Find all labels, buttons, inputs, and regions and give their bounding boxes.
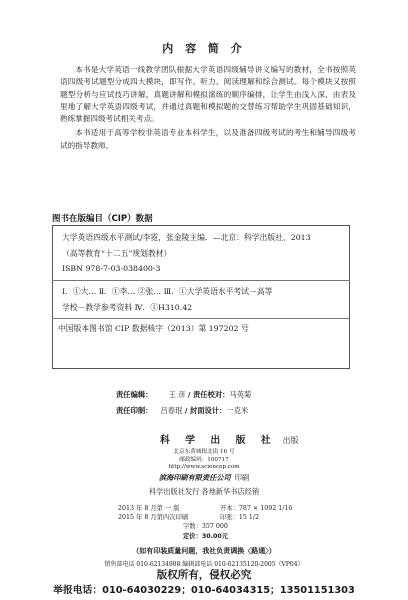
intro-body <box>60 64 356 152</box>
printer-name: 滨海印刷有限责任公司 <box>158 473 231 482</box>
publisher-address: 北京东黄城根北街 16 号 <box>173 449 235 455</box>
cip-line-classification-1: Ⅰ．①大… Ⅱ．①李… ②张… Ⅲ．①大学英语水平考试－高等 <box>62 287 273 296</box>
cip-divider <box>52 280 350 281</box>
cip-line-series: （高等教育“十二五”规划教材） <box>62 249 172 258</box>
print-name: 吕春珉 <box>160 406 183 415</box>
rights-notice: 版权所有，侵权必究 <box>156 569 252 581</box>
publisher-logo-text: 科 学 出 版 社 <box>160 435 277 446</box>
publisher-name <box>160 432 299 446</box>
sales-phone-line: 销售部电话 010-62134988 编辑部电话 010-62135120-2005（VP04） <box>104 561 304 568</box>
book-format: 开本：787 × 1092 1/16 <box>220 505 293 512</box>
credits-editor-row <box>116 390 251 400</box>
printer-line <box>0 473 408 483</box>
cover-name: 一克米 <box>226 406 249 415</box>
publisher-postcode: 邮政编码：100717 <box>179 457 229 463</box>
cip-heading: 图书在版编目（CIP）数据 <box>52 214 153 224</box>
intro-paragraph-2: 本书适用于高等学校非英语专业本科学生，以及准备四级考试的考生和辅导四级考试的指导教师。 <box>60 128 356 150</box>
defect-note: （如有印装质量问题，我社负责调换〈路通〉） <box>132 547 276 555</box>
proof-label: / 责任校对： <box>187 390 230 399</box>
cip-line-title: 大学英语四级水平测试/李霓，张金陵主编．—北京：科学出版社，2013 <box>62 233 311 242</box>
cip-box <box>52 225 350 369</box>
cover-label: / 封面设计： <box>184 406 227 415</box>
edition-date: 2013 年 8 月第 一 版 <box>118 505 180 512</box>
printer-suffix: 印刷 <box>234 473 250 482</box>
cip-library-line: 中国版本图书馆 CIP 数据核字（2013）第 197202 号 <box>58 324 249 333</box>
cip-line-isbn: ISBN 978-7-03-038400-3 <box>62 264 161 273</box>
cip-divider-2 <box>52 318 350 319</box>
intro-title: 内 容 简 介 <box>162 42 246 55</box>
printing-date: 2015 年 8 月第四次印刷 <box>118 514 189 521</box>
distribution-line: 科学出版社发行 各地新华书店经销 <box>148 487 260 496</box>
editor-label: 责任编辑： <box>116 390 153 399</box>
intro-paragraph-1: 本书是大学英语一线教学团队根据大学英语四级辅导讲义编写的教材，全书按照英语四级考试题型分成四大模块，即写作、听力、阅读理解和综合测试。每个模块又按照题型分析与应试技巧讲解，真题讲解和模拟演练的顺序编排，让学生由浅入深、由表及里地了解大学英语四级考试，并通过真题和模拟题的交替练习帮助学生巩固基础知识，熟练掌握四级考试相关考点。 <box>60 65 356 124</box>
printed-sheets: 印张：15 1/2 <box>220 514 260 521</box>
report-hotline: 举报电话：010-64030229；010-64034315；13501151303 <box>53 585 355 596</box>
price: 定价：30.00元 <box>183 533 229 540</box>
publisher-website: http://www.sciencep.com <box>168 464 240 470</box>
proof-name: 马英菊 <box>229 390 252 399</box>
cip-line-classification-2: 学校－教学参考资料 Ⅳ．①H310.42 <box>62 303 193 312</box>
word-count: 字数：357 000 <box>183 523 228 530</box>
credits-print-row <box>116 406 248 416</box>
editor-name: 王 彦 <box>168 390 186 399</box>
publisher-suffix: 出版 <box>282 436 299 445</box>
print-label: 责任印制： <box>116 406 153 415</box>
